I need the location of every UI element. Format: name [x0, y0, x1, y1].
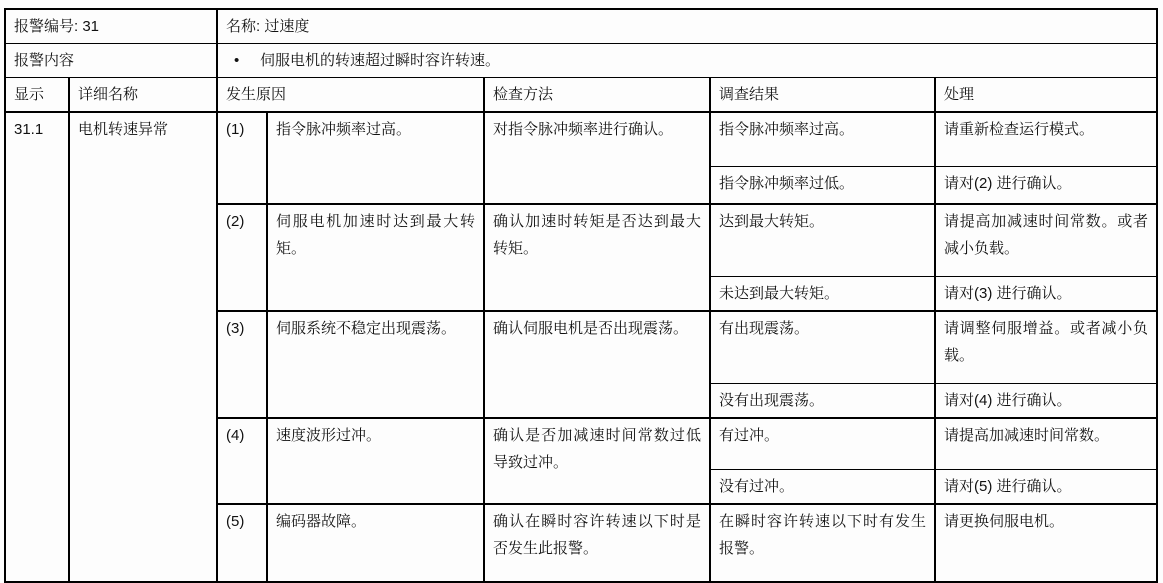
- bullet-icon: •: [234, 52, 240, 69]
- treatment-3b: 请对(4) 进行确认。: [935, 383, 1157, 418]
- cause-3: 伺服系统不稳定出现震荡。: [267, 311, 484, 418]
- result-1b: 指令脉冲频率过低。: [710, 166, 935, 204]
- result-3a: 有出现震荡。: [710, 311, 935, 383]
- col-header-cause: 发生原因: [217, 78, 484, 113]
- treatment-2b: 请对(3) 进行确认。: [935, 276, 1157, 311]
- cause-1: 指令脉冲频率过高。: [267, 112, 484, 204]
- cause-no-4: (4): [217, 418, 267, 505]
- result-1a: 指令脉冲频率过高。: [710, 112, 935, 166]
- cause-5: 编码器故障。: [267, 504, 484, 582]
- result-5a: 在瞬时容许转速以下时有发生报警。: [710, 504, 935, 582]
- alarm-content-cell: [217, 44, 1157, 78]
- result-4a: 有过冲。: [710, 418, 935, 470]
- treatment-3a: 请调整伺服增益。或者减小负载。: [935, 311, 1157, 383]
- cause-2: 伺服电机加速时达到最大转矩。: [267, 204, 484, 311]
- treatment-4a: 请提高加减速时间常数。: [935, 418, 1157, 470]
- result-2b: 未达到最大转矩。: [710, 276, 935, 311]
- alarm-name: 名称: 过速度: [217, 9, 1157, 44]
- treatment-1a: 请重新检查运行模式。: [935, 112, 1157, 166]
- cause-no-5: (5): [217, 504, 267, 582]
- treatment-5a: 请更换伺服电机。: [935, 504, 1157, 582]
- alarm-number: 报警编号: 31: [5, 9, 217, 44]
- alarm-content-row: [5, 44, 1157, 78]
- result-2a: 达到最大转矩。: [710, 204, 935, 276]
- col-header-detail-name: 详细名称: [69, 78, 217, 113]
- treatment-1b: 请对(2) 进行确认。: [935, 166, 1157, 204]
- col-header-result: 调查结果: [710, 78, 935, 113]
- col-header-treatment: 处理: [935, 78, 1157, 113]
- cause-no-1: (1): [217, 112, 267, 204]
- col-header-check-method: 检查方法: [484, 78, 710, 113]
- alarm-content-label: 报警内容: [5, 44, 217, 78]
- check-1: 对指令脉冲频率进行确认。: [484, 112, 710, 204]
- treatment-4b: 请对(5) 进行确认。: [935, 470, 1157, 505]
- alarm-id-row: [5, 9, 1157, 44]
- treatment-2a: 请提高加减速时间常数。或者减小负载。: [935, 204, 1157, 276]
- detail-name: 电机转速异常: [69, 112, 217, 582]
- result-4b: 没有过冲。: [710, 470, 935, 505]
- table-row: [5, 112, 1157, 166]
- col-header-display: 显示: [5, 78, 69, 113]
- check-3: 确认伺服电机是否出现震荡。: [484, 311, 710, 418]
- column-header-row: [5, 78, 1157, 113]
- check-5: 确认在瞬时容许转速以下时是否发生此报警。: [484, 504, 710, 582]
- check-4: 确认是否加减速时间常数过低导致过冲。: [484, 418, 710, 505]
- alarm-content-text: 伺服电机的转速超过瞬时容许转速。: [260, 52, 501, 69]
- cause-no-3: (3): [217, 311, 267, 418]
- display-code: 31.1: [5, 112, 69, 582]
- result-3b: 没有出现震荡。: [710, 383, 935, 418]
- cause-no-2: (2): [217, 204, 267, 311]
- cause-4: 速度波形过冲。: [267, 418, 484, 505]
- alarm-troubleshooting-table: [4, 8, 1158, 583]
- check-2: 确认加速时转矩是否达到最大转矩。: [484, 204, 710, 311]
